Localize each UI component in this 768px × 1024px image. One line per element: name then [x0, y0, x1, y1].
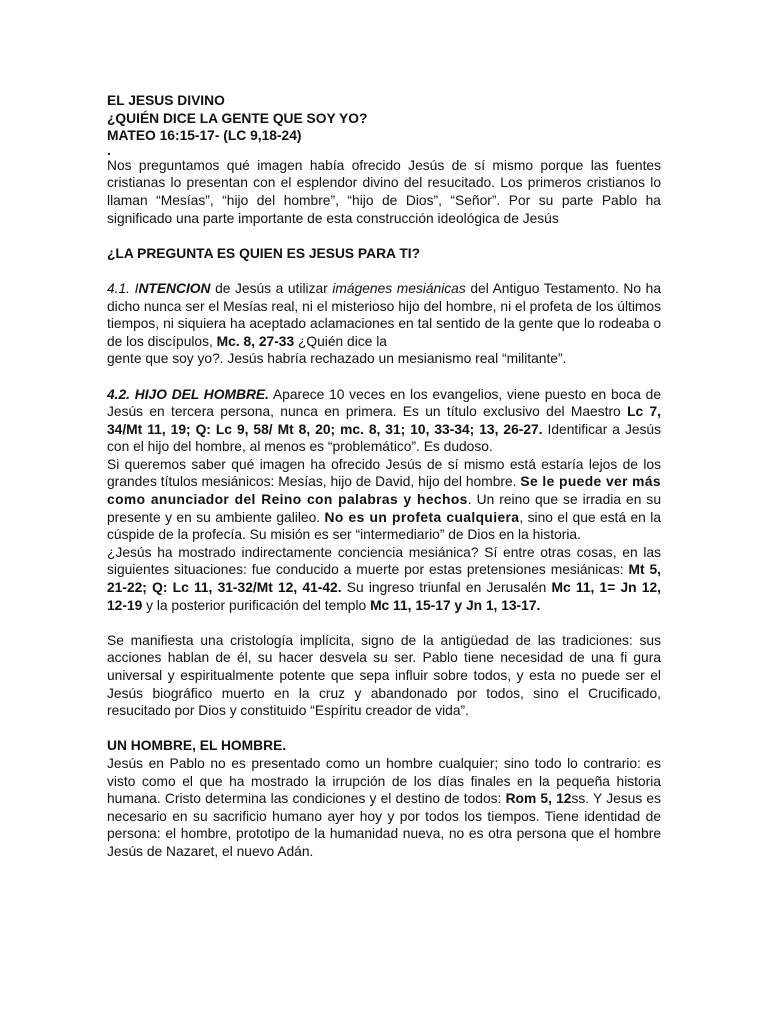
bible-reference: Mt 5, 21-22; Q: Lc 11, 31-32/Mt 12, 41-42. — [107, 562, 661, 596]
section-4-1-paragraph — [107, 280, 661, 350]
paragraph-text: Jesús en Pablo no es presentado como un hombre cualquier; sino todo lo contrario: es visto como el que ha mostrado la irrupción de los días finales en la pequeña historia humana. Cristo determina las condiciones y el destino de todos: — [107, 755, 661, 807]
emphasis-text: Se le puede ver más como anunciador del Reino con palabras y hechos — [107, 474, 661, 508]
paragraph-text: de Jesús a utilizar — [210, 280, 333, 296]
bible-reference: Mc. 8, 27-33 — [216, 333, 295, 349]
emphasis-text: imágenes mesiánicas — [332, 280, 466, 296]
spacer — [107, 720, 661, 738]
paragraph-text: , sino el que está en la cúspide de la profecía. Su misión es ser “intermediario” de Dios en la historia. — [107, 509, 661, 543]
bible-reference: Rom 5, 12 — [505, 791, 572, 807]
bible-reference: Mc 11, 1= Jn 12, 12-19 — [107, 580, 661, 613]
section-title: NTENCION — [138, 280, 211, 296]
paragraph-text: . Un reino que se irradia en su presente y en su ambiente galileo. — [107, 492, 661, 525]
document-title: EL JESUS DIVINO — [107, 93, 225, 108]
section-heading-hombre: UN HOMBRE, EL HOMBRE. — [107, 738, 287, 754]
paragraph-text: Aparece 10 veces en los evangelios, viene puesto en boca de Jesús en tercera persona, nunca en primera. Es un título exclusivo del Maestro — [107, 386, 661, 420]
paragraph-text: Identificar a Jesús con el hijo del hombre, al menos es “problemático”. Es dudoso. — [107, 421, 662, 455]
paragraph-text: ¿Jesús ha mostrado indirectamente conciencia mesiánica? Sí entre otras cosas, en las siguientes situaciones: fue conducido a muerte por estas pretensiones mesiánicas: — [107, 544, 661, 578]
paragraph-text: ss. Y Jesus es necesario en su sacrificio humano ayer hoy y por todos los tiempos. Tiene identidad de persona: el hombre, prototipo de la humanidad nueva, no es otra persona que el hombre Jesús de Nazaret, el nuevo Adán. — [107, 791, 661, 859]
paragraph-text: del Antiguo Testamento. No ha dicho nunca ser el Mesías real, ni el misterioso hijo del hombre, ni el profeta de los últimos tiempos, ni siquiera ha aceptado aclamaciones en tal sentido de la gente que lo rodeaba o de los discípulos, — [107, 280, 662, 349]
emphasis-text: No es un profeta cualquiera — [324, 509, 520, 525]
cristologia-paragraph: Se manifiesta una cristología implícita, signo de la antigüedad de las tradiciones: sus acciones hablan de él, su hacer desvela su ser. Pablo tiene necesidad de una fi gura universal y espiritualmente potente que sepa influir sobre todos, y esta no puede ser el Jesús biográfico muerto en la cruz y abandonado por todos, sino el Crucificado, resucitado por Dios y constituido “Espíritu creador de vida”. — [107, 632, 661, 719]
section-4-1-last-line: gente que soy yo?. Jesús habría rechazado un mesianismo real “militante”. — [107, 351, 567, 367]
spacer — [107, 368, 661, 386]
section-4-2-paragraph-2 — [107, 456, 661, 544]
section-4-2-paragraph-3 — [107, 544, 661, 614]
hombre-paragraph — [107, 755, 661, 861]
bible-reference: Mc 11, 15-17 y Jn 1, 13-17. — [370, 597, 541, 613]
paragraph-text: ¿Quién dice la — [294, 333, 387, 349]
paragraph-text: Si queremos saber qué imagen ha ofrecido Jesús de sí mismo está estaría lejos de los grandes títulos mesiánicos: Mesías, hijo de David, hijo del hombre. — [107, 456, 661, 490]
separator-dot: . — [107, 142, 111, 158]
spacer — [107, 227, 661, 245]
spacer — [107, 262, 661, 280]
document-page — [107, 92, 661, 861]
section-4-2-paragraph — [107, 386, 661, 456]
main-question-heading: ¿LA PREGUNTA ES QUIEN ES JESUS PARA TI? — [107, 245, 421, 261]
document-question: ¿QUIÉN DICE LA GENTE QUE SOY YO? — [107, 110, 368, 126]
section-number: 4.1. I — [107, 280, 139, 296]
bible-reference: MATEO 16:15-17- (LC 9,18-24) — [107, 128, 302, 144]
spacer — [107, 614, 661, 632]
section-title: 4.2. HIJO DEL HOMBRE. — [107, 386, 269, 402]
paragraph-text: Su ingreso triunfal en Jerusalén — [341, 580, 552, 596]
intro-paragraph: Nos preguntamos qué imagen había ofrecido Jesús de sí mismo porque las fuentes cristianas lo presentan con el esplendor divino del resucitado. Los primeros cristianos lo llaman “Mesías”, “hijo del hombre”, “hijo de Dios”, “Señor”. Por su parte Pablo ha significado una parte importante de esta construcción ideológica de Jesús — [107, 157, 661, 226]
bible-reference: Lc 7, 34/Mt 11, 19; Q: Lc 9, 58/ Mt 8, 20; mc. 8, 31; 10, 33-34; 13, 26-27. — [107, 404, 661, 437]
paragraph-text: y la posterior purificación del templo — [142, 597, 371, 613]
